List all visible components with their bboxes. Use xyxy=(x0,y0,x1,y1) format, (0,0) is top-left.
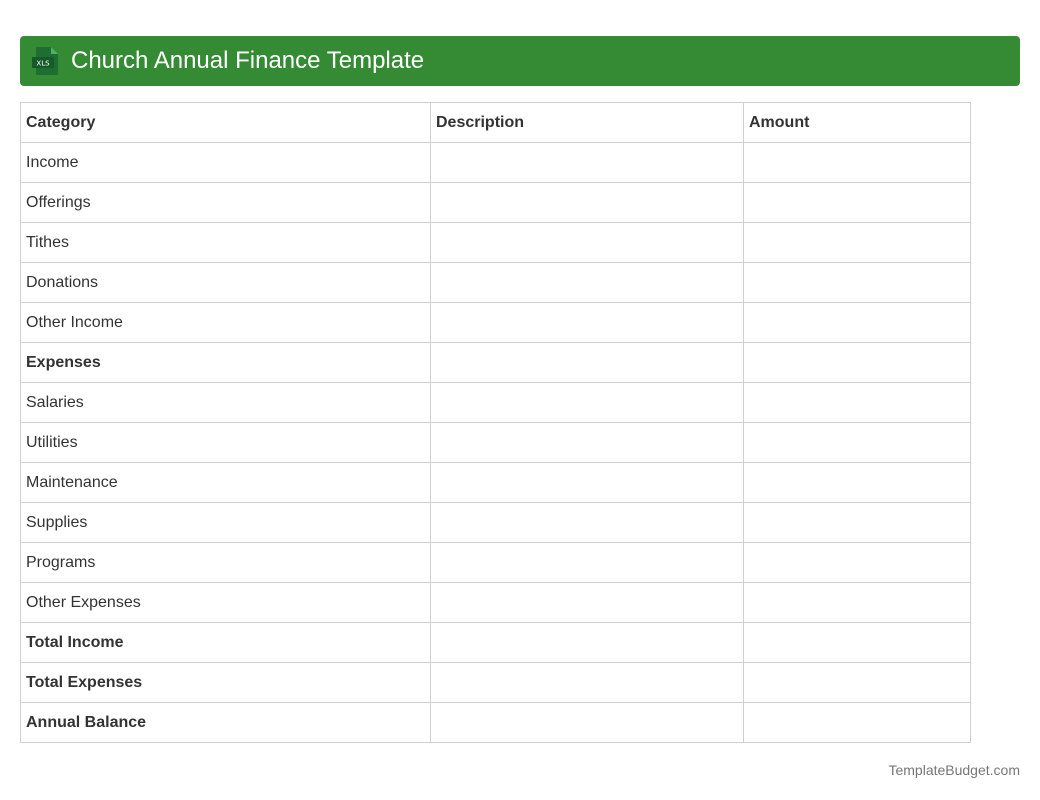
amount-cell[interactable] xyxy=(744,223,971,263)
table-row xyxy=(21,143,971,183)
category-cell: Tithes xyxy=(21,223,431,263)
category-cell: Utilities xyxy=(21,423,431,463)
footer-credit: TemplateBudget.com xyxy=(888,762,1020,778)
category-cell: Expenses xyxy=(21,343,431,383)
table-row xyxy=(21,623,971,663)
amount-cell[interactable] xyxy=(744,663,971,703)
category-cell: Income xyxy=(21,143,431,183)
table-row xyxy=(21,663,971,703)
description-cell[interactable] xyxy=(431,343,744,383)
category-cell: Other Expenses xyxy=(21,583,431,623)
amount-cell[interactable] xyxy=(744,543,971,583)
column-header-category: Category xyxy=(21,103,431,143)
description-cell[interactable] xyxy=(431,383,744,423)
amount-cell[interactable] xyxy=(744,383,971,423)
description-cell[interactable] xyxy=(431,543,744,583)
description-cell[interactable] xyxy=(431,183,744,223)
description-cell[interactable] xyxy=(431,223,744,263)
table-row xyxy=(21,543,971,583)
category-cell: Total Expenses xyxy=(21,663,431,703)
amount-cell[interactable] xyxy=(744,143,971,183)
category-cell: Supplies xyxy=(21,503,431,543)
table-row xyxy=(21,183,971,223)
category-cell: Salaries xyxy=(21,383,431,423)
description-cell[interactable] xyxy=(431,463,744,503)
xls-icon-label: XLS xyxy=(36,59,50,68)
category-cell: Total Income xyxy=(21,623,431,663)
table-row xyxy=(21,263,971,303)
description-cell[interactable] xyxy=(431,423,744,463)
description-cell[interactable] xyxy=(431,583,744,623)
table-row xyxy=(21,703,971,743)
amount-cell[interactable] xyxy=(744,183,971,223)
table-row xyxy=(21,303,971,343)
table-body xyxy=(21,143,971,743)
amount-cell[interactable] xyxy=(744,343,971,383)
amount-cell[interactable] xyxy=(744,583,971,623)
amount-cell[interactable] xyxy=(744,503,971,543)
category-cell: Offerings xyxy=(21,183,431,223)
category-cell: Annual Balance xyxy=(21,703,431,743)
amount-cell[interactable] xyxy=(744,303,971,343)
category-cell: Other Income xyxy=(21,303,431,343)
table-row xyxy=(21,343,971,383)
amount-cell[interactable] xyxy=(744,423,971,463)
description-cell[interactable] xyxy=(431,663,744,703)
column-header-description: Description xyxy=(431,103,744,143)
description-cell[interactable] xyxy=(431,503,744,543)
table-row xyxy=(21,503,971,543)
amount-cell[interactable] xyxy=(744,703,971,743)
category-cell: Donations xyxy=(21,263,431,303)
table-header-row xyxy=(21,103,971,143)
finance-table xyxy=(20,102,971,743)
amount-cell[interactable] xyxy=(744,263,971,303)
description-cell[interactable] xyxy=(431,303,744,343)
page-title: Church Annual Finance Template xyxy=(71,47,425,74)
category-cell: Programs xyxy=(21,543,431,583)
description-cell[interactable] xyxy=(431,623,744,663)
amount-cell[interactable] xyxy=(744,623,971,663)
description-cell[interactable] xyxy=(431,703,744,743)
column-header-amount: Amount xyxy=(744,103,971,143)
amount-cell[interactable] xyxy=(744,463,971,503)
description-cell[interactable] xyxy=(431,263,744,303)
xls-file-icon xyxy=(32,46,60,76)
table-row xyxy=(21,223,971,263)
table-row xyxy=(21,423,971,463)
title-bar xyxy=(20,36,1020,86)
category-cell: Maintenance xyxy=(21,463,431,503)
description-cell[interactable] xyxy=(431,143,744,183)
table-row xyxy=(21,463,971,503)
table-row xyxy=(21,383,971,423)
table-row xyxy=(21,583,971,623)
